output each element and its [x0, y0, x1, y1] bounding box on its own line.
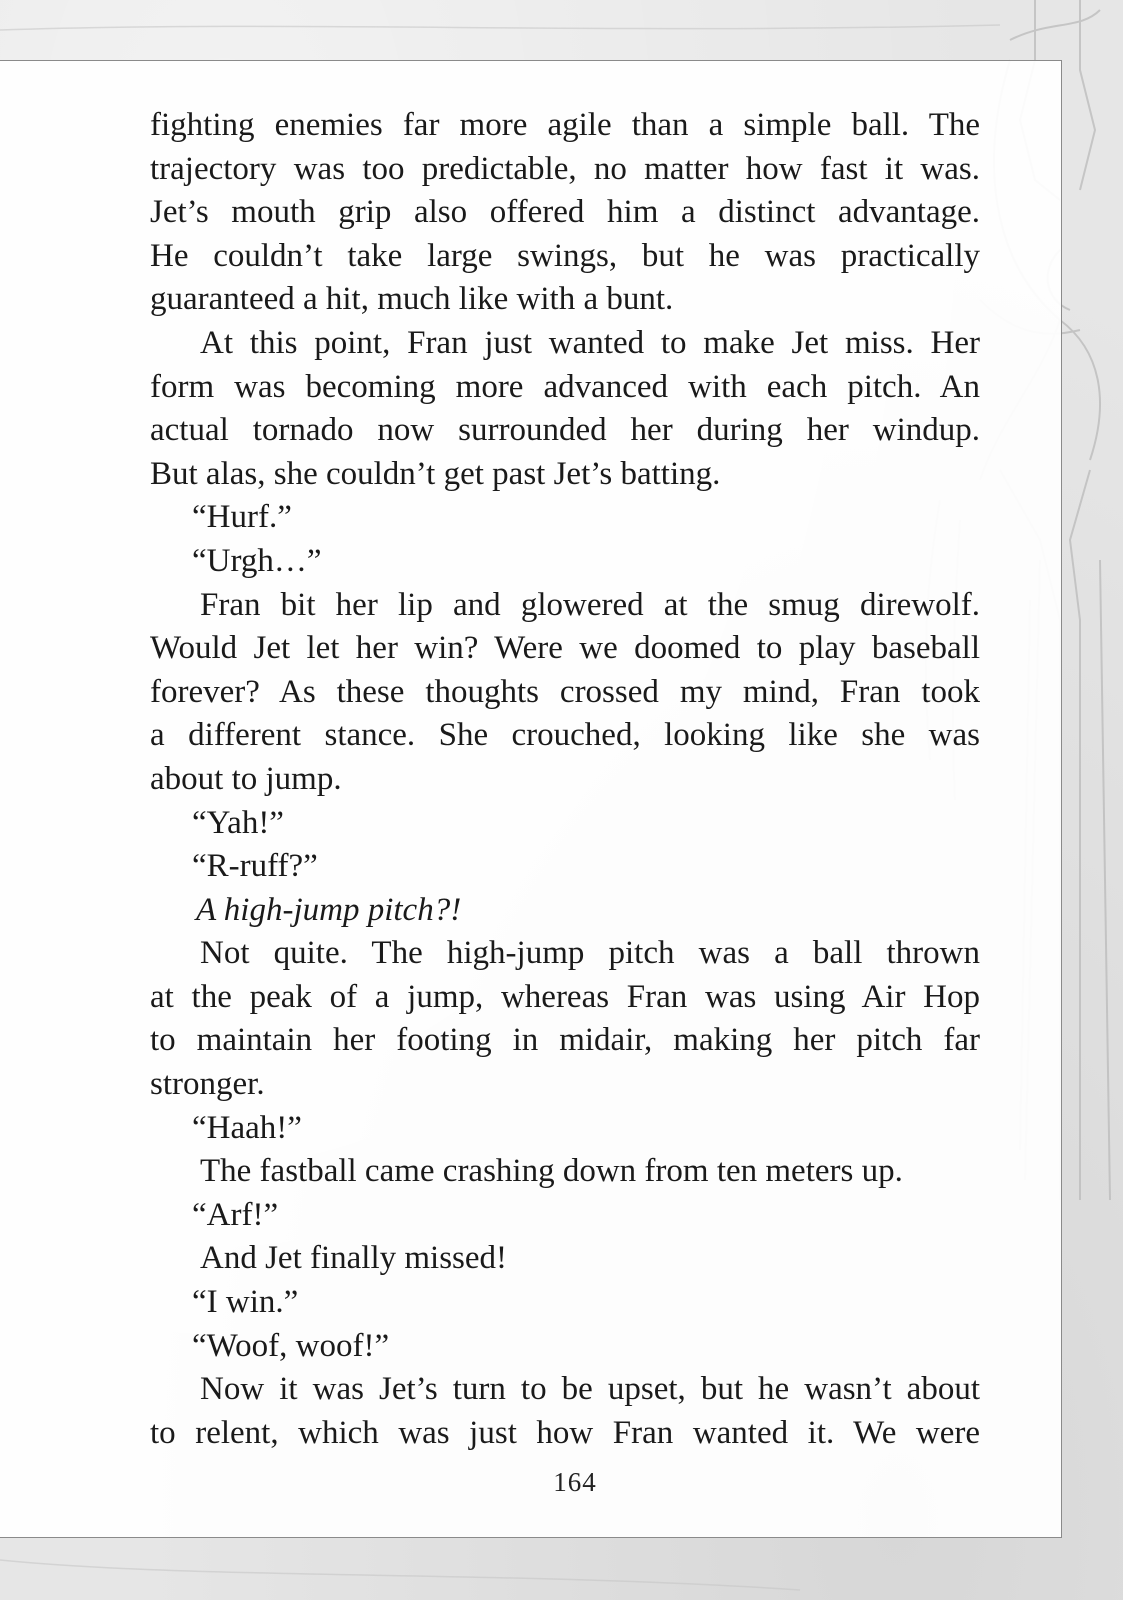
- text-line: Now it was Jet’s turn to be upset, but he wasn’t about: [200, 1371, 980, 1408]
- text-line: But alas, she couldn’t get past Jet’s batting.: [150, 455, 721, 492]
- text-line: And Jet finally missed!: [200, 1240, 508, 1277]
- text-line: “R-ruff?”: [192, 848, 318, 885]
- text-line: “Haah!”: [192, 1109, 302, 1146]
- body-text: [150, 104, 980, 1455]
- text-line: Fran bit her lip and glowered at the smug direwolf.: [200, 586, 980, 623]
- text-line: A high-jump pitch?!: [196, 891, 462, 928]
- text-line: trajectory was too predictable, no matter how fast it was.: [150, 150, 980, 187]
- text-line: “Arf!”: [192, 1196, 279, 1233]
- text-line: forever? As these thoughts crossed my mind, Fran took: [150, 673, 980, 710]
- text-line: form was becoming more advanced with each pitch. An: [150, 368, 980, 405]
- text-line: Would Jet let her win? Were we doomed to play baseball: [150, 630, 980, 667]
- text-line: fighting enemies far more agile than a simple ball. The: [150, 107, 980, 143]
- text-line: about to jump.: [150, 760, 342, 797]
- text-line: “Yah!”: [192, 804, 284, 841]
- text-line: “Woof, woof!”: [192, 1327, 390, 1364]
- text-line: to relent, which was just how Fran wanted it. We were: [150, 1414, 980, 1451]
- text-line: Not quite. The high-jump pitch was a ball thrown: [200, 935, 980, 972]
- text-line: “Urgh…”: [192, 542, 322, 579]
- text-line: He couldn’t take large swings, but he was practically: [150, 237, 980, 274]
- text-line: to maintain her footing in midair, making her pitch far: [150, 1022, 980, 1059]
- text-line: Jet’s mouth grip also offered him a distinct advantage.: [150, 194, 980, 231]
- text-line: stronger.: [150, 1066, 265, 1103]
- text-line: guaranteed a hit, much like with a bunt.: [150, 281, 674, 318]
- text-line: “Hurf.”: [192, 499, 292, 536]
- text-line: at the peak of a jump, whereas Fran was using Air Hop: [150, 978, 980, 1015]
- page-number: 164: [553, 1467, 597, 1497]
- text-line: “I win.”: [192, 1284, 299, 1321]
- text-line: actual tornado now surrounded her during her windup.: [150, 412, 980, 449]
- text-line: The fastball came crashing down from ten meters up.: [200, 1153, 903, 1190]
- text-line: At this point, Fran just wanted to make Jet miss. Her: [200, 324, 980, 361]
- text-line: a different stance. She crouched, looking like she was: [150, 717, 980, 754]
